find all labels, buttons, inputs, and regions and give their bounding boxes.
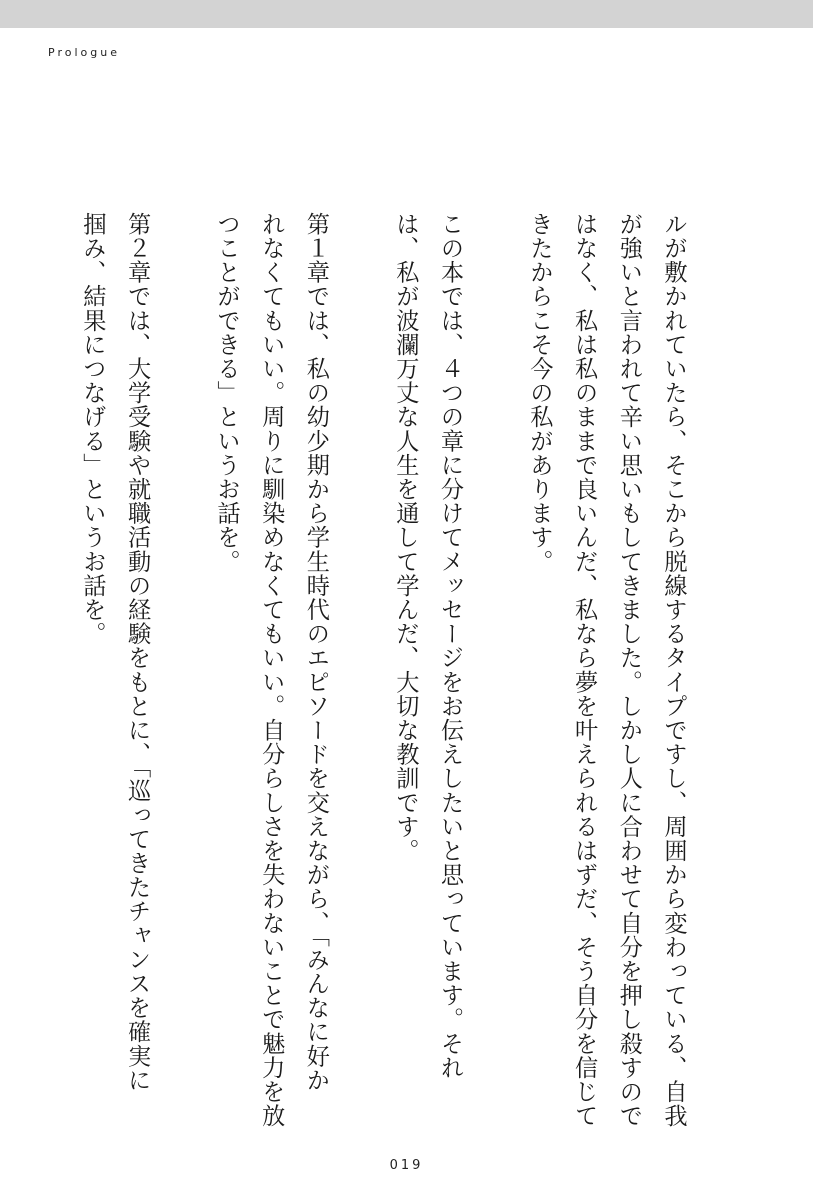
text-line: は、私が波瀾万丈な人生を通して学んだ、大切な教訓です。 <box>391 212 419 863</box>
text-line: 第１章では、私の幼少期から学生時代のエピソードを交えながら、「みんなに好か <box>302 212 330 1093</box>
text-line: つことができる」というお話を。 <box>213 212 240 574</box>
text-line: 掴み、結果につなげる」というお話を。 <box>78 212 106 646</box>
text-line: はなく、私は私のままで良いんだ、私なら夢を叶えられるはずだ、そう自分を信じて <box>570 212 598 1128</box>
text-line: れなくてもいい。周りに馴染めなくてもいい。自分らしさを失わないことで魅力を放 <box>257 212 285 1128</box>
text-line: きたからこそ今の私があります。 <box>525 212 553 574</box>
page-number: 019 <box>389 1158 424 1173</box>
body-text <box>69 212 695 1128</box>
text-line: 第２章では、大学受験や就職活動の経験をもとに、「巡ってきたチャンスを確実に <box>123 212 151 1093</box>
text-line: この本では、４つの章に分けてメッセージをお伝えしたいと思っています。それ <box>436 212 464 1080</box>
paragraph-gap <box>472 212 517 1092</box>
running-head: Prologue <box>48 46 120 59</box>
paragraph-gap <box>159 212 204 1092</box>
top-gray-band <box>0 0 813 28</box>
paragraph-gap <box>337 212 382 1092</box>
text-line: が強いと言われて辛い思いもしてきました。しかし人に合わせて自分を押し殺すので <box>615 212 643 1128</box>
text-line: ルが敷かれていたら、そこから脱線するタイプですし、周囲から変わっている、自我 <box>660 212 687 1128</box>
